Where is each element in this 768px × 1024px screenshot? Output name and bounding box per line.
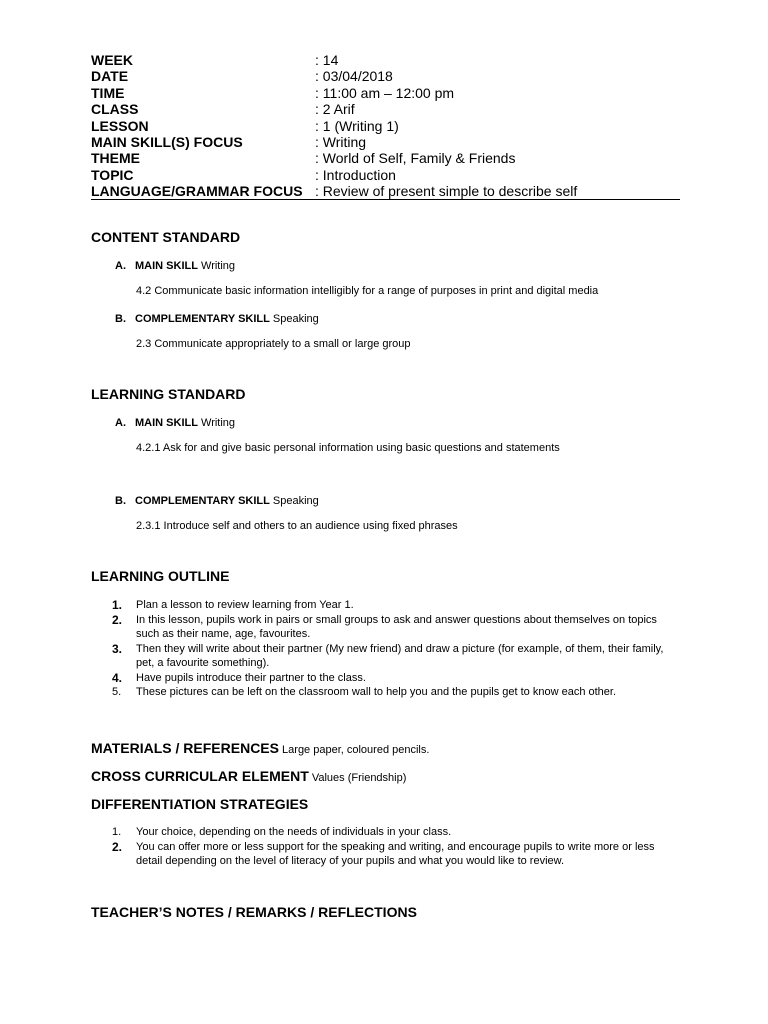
header-value: : Introduction (315, 166, 396, 183)
header-row-theme (91, 150, 680, 166)
materials-text: Large paper, coloured pencils. (278, 744, 430, 756)
list-item-text: Plan a lesson to review learning from Year 1. (136, 599, 354, 611)
list-item (112, 825, 682, 840)
list-number: 2. (112, 839, 123, 854)
learning-main-skill-text: 4.2.1 Ask for and give basic personal information using basic questions and statements (136, 442, 560, 454)
header-row-week (91, 52, 680, 68)
header-value: : 03/04/2018 (315, 68, 393, 85)
list-item (112, 613, 682, 642)
learning-complementary-skill-text: 2.3.1 Introduce self and others to an audience using fixed phrases (136, 520, 458, 532)
lesson-header (91, 52, 680, 200)
list-item-text: Your choice, depending on the needs of individuals in your class. (136, 826, 452, 838)
learning-main-skill-line (115, 417, 235, 430)
learning-complementary-skill-line (115, 495, 319, 508)
header-row-lesson (91, 118, 680, 134)
header-key: TIME (91, 84, 125, 101)
header-value: : 14 (315, 52, 339, 68)
cross-curricular-heading: CROSS CURRICULAR ELEMENT (91, 768, 309, 784)
header-key: TOPIC (91, 166, 134, 183)
complementary-skill-label: COMPLEMENTARY SKILL (135, 495, 270, 507)
header-row-time (91, 85, 680, 101)
list-number: 1. (112, 826, 122, 838)
differentiation-list (112, 825, 682, 869)
content-standard-heading: CONTENT STANDARD (91, 229, 241, 245)
header-key: LANGUAGE/GRAMMAR FOCUS (91, 183, 303, 200)
list-item (112, 685, 682, 700)
cross-curricular-line (91, 768, 406, 786)
header-key: LESSON (91, 117, 149, 134)
list-item (112, 671, 682, 686)
complementary-skill-label: COMPLEMENTARY SKILL (135, 313, 270, 325)
header-row-date (91, 68, 680, 84)
teachers-notes-heading: TEACHER’S NOTES / REMARKS / REFLECTIONS (91, 904, 417, 920)
header-value: : 1 (Writing 1) (315, 117, 399, 134)
header-value: : 11:00 am – 12:00 pm (315, 84, 455, 101)
content-complementary-skill-line (115, 313, 319, 326)
list-number: 1. (112, 598, 123, 612)
materials-heading: MATERIALS / REFERENCES (91, 740, 279, 756)
header-key: THEME (91, 150, 140, 167)
header-key: DATE (91, 68, 129, 85)
list-item-text: Then they will write about their partner (My new friend) and draw a picture (for example, of them, their family, pet, a favourite something). (136, 642, 664, 669)
header-key: CLASS (91, 101, 139, 118)
list-item-text: You can offer more or less support for the speaking and writing, and encourage pupils to write more or less detail depending on the level of literacy of your pupils and what you would like to review. (136, 840, 655, 867)
list-letter: A. (115, 260, 126, 272)
list-item (112, 598, 682, 613)
list-item-text: These pictures can be left on the classroom wall to help you and the pupils get to know each other. (136, 686, 617, 698)
list-letter: B. (115, 313, 126, 325)
header-key: MAIN SKILL(S) FOCUS (91, 133, 243, 150)
main-skill-label: MAIN SKILL (135, 417, 198, 429)
header-key: WEEK (91, 52, 133, 68)
learning-standard-heading: LEARNING STANDARD (91, 386, 246, 402)
cross-curricular-text: Values (Friendship) (308, 772, 407, 784)
materials-line (91, 740, 429, 758)
header-row-class (91, 101, 680, 117)
content-main-skill-text: 4.2 Communicate basic information intelligibly for a range of purposes in print and digital media (136, 285, 599, 297)
header-row-grammar-focus (91, 183, 680, 199)
differentiation-heading: DIFFERENTIATION STRATEGIES (91, 796, 309, 812)
list-item (112, 840, 682, 869)
content-main-skill-line (115, 260, 235, 273)
complementary-skill-value: Speaking (269, 313, 319, 325)
main-skill-value: Writing (197, 260, 236, 272)
complementary-skill-value: Speaking (269, 495, 319, 507)
list-letter: B. (115, 495, 126, 507)
main-skill-value: Writing (197, 417, 236, 429)
list-letter: A. (115, 417, 126, 429)
header-row-main-skill (91, 134, 680, 150)
header-value: : Review of present simple to describe self (315, 183, 578, 200)
list-item (112, 642, 682, 671)
list-item-text: In this lesson, pupils work in pairs or small groups to ask and answer questions about themselves on topics such as their name, age, favourites. (136, 613, 657, 640)
list-number: 5. (112, 686, 122, 698)
learning-outline-list (112, 598, 682, 700)
header-divider (91, 199, 680, 200)
list-number: 2. (112, 612, 123, 627)
main-skill-label: MAIN SKILL (135, 260, 198, 272)
header-value: : 2 Arif (315, 101, 355, 118)
header-value: : Writing (315, 133, 367, 150)
list-item-text: Have pupils introduce their partner to the class. (136, 671, 366, 684)
list-number: 3. (112, 641, 123, 656)
content-complementary-skill-text: 2.3 Communicate appropriately to a small or large group (136, 338, 411, 350)
learning-outline-heading: LEARNING OUTLINE (91, 568, 230, 584)
list-number: 4. (112, 670, 123, 685)
header-value: : World of Self, Family & Friends (315, 150, 516, 167)
header-row-topic (91, 167, 680, 183)
